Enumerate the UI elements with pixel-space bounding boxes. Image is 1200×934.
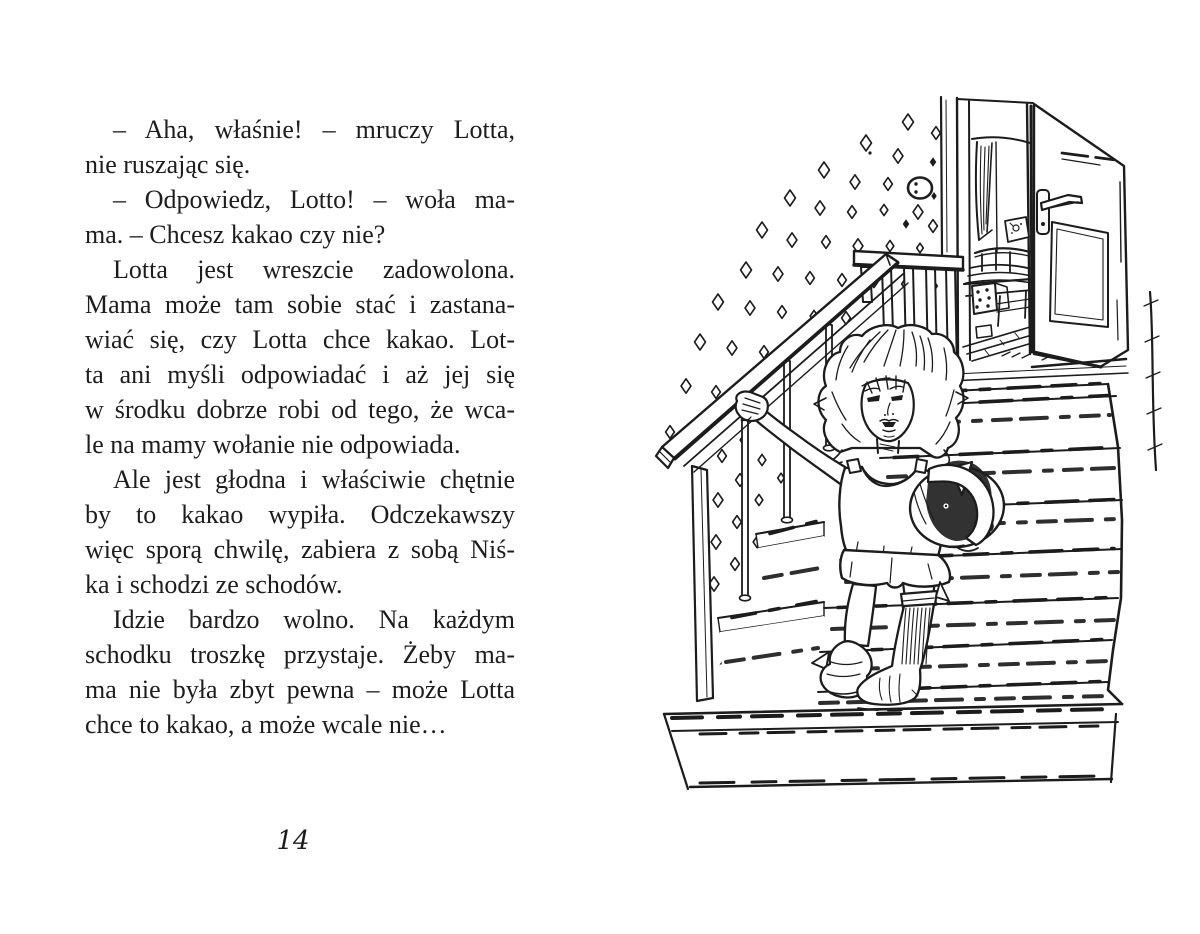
polka-dot-box [972,283,1009,314]
text-line: – Odpowiedz, Lotto! – woła ma- [113,185,515,214]
text-line: nie ruszając się. [85,150,251,179]
text-line: ma nie była zbyt pewna – może Lotta [85,675,515,704]
story-text [85,112,515,742]
paragraph [85,112,515,182]
banister-post [692,466,713,701]
wall-socket [908,178,932,199]
text-line: ma. – Chcesz kakao czy nie? [85,220,386,249]
text-line: ka i schodzi ze schodów. [85,570,343,599]
text-line: Lotta jest wreszcie zadowolona. [113,255,515,284]
paragraph [85,182,515,252]
wall-picture [1005,217,1029,242]
text-line: chce to kakao, a może wcale nie… [85,710,447,739]
text-line: Ale jest głodna i właściwie chętnie [113,465,515,494]
page-number: 14 [276,826,310,856]
girl-face [862,376,914,441]
keyhole [1041,222,1045,226]
paragraph [85,252,515,462]
wall-corner [941,97,947,254]
text-line: w środku dobrze robi od tego, że wca- [85,395,515,424]
staircase-illustration [640,80,1200,795]
text-line: – Aha, właśnie! – mruczy Lotta, [113,115,515,144]
hand-on-rail [736,392,768,421]
paragraph [85,462,515,602]
open-door [1031,104,1128,367]
bedroom-floorboards [963,327,1032,361]
text-line: więc sporą chwilę, zabiera z sobą Niś- [85,535,515,564]
text-line: by to kakao wypiła. Odczekawszy [85,500,515,529]
floor-box [976,325,992,338]
text-line: wiać się, czy Lotta chce kakao. Lot- [85,325,515,354]
paragraph [85,602,515,742]
doorway-bedroom [957,98,1033,362]
wall-speck [868,151,871,154]
text-line: ta ani myśli odpowiadać i aż jej się [85,360,515,389]
text-line: Mama może tam sobie stać i zastana- [85,290,515,319]
text-line: le na mamy wołanie nie odpowiada. [85,430,461,459]
text-line: schodku troszkę przystaje. Żeby ma- [85,640,515,669]
right-wall-edge [1144,292,1162,470]
text-line: Idzie bardzo wolno. Na każdym [113,605,515,634]
pig-eye [945,505,947,507]
